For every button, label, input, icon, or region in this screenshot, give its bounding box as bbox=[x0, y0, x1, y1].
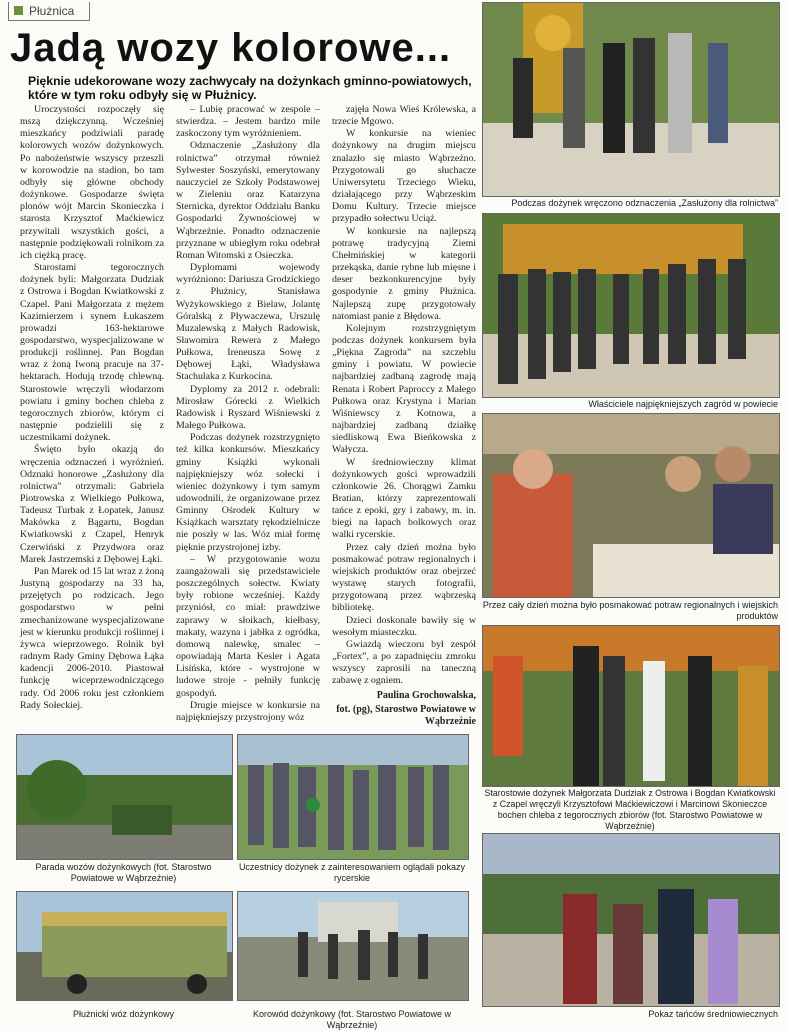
paragraph: – W przygotowanie wozu zaangażowali się przedstawiciele poszczególnych sołectw. Kwiaty były robione wcześniej. Każdy przyniósł, co miał: prawdziwe zaprawy w słoikach, kiełbasy, makaty, wazyna i jabłka z ogródka, domową nalewkę, smalec – opowiadają Marta Kesler i Agata Lisińska, które - wystrojone w ludowe stroje - pełniły funkcję gospodyń. bbox=[176, 553, 320, 699]
caption-knight-show-audience: Uczestnicy dożynek z zainteresowaniem oglądali pokazy rycerskie bbox=[238, 862, 466, 883]
author-signature: Paulina Grochowalska, bbox=[376, 689, 476, 701]
caption-homestead-owners: Właściciele najpiękniejszych zagród w powiecie bbox=[588, 399, 778, 409]
caption-regional-food: Przez cały dzień można było posmakować potraw regionalnych i wiejskich produktów bbox=[482, 600, 778, 621]
paragraph: Kolejnym rozstrzygniętym podczas dożynek konkursem była „Piękna Zagroda” na szczeblu gminy i powiatu. W powiecie najbardziej zadbaną zagrodę mają Renata i Robert Paproccy z Małego Pułkowa oraz Krystyna i Marian Wiśniewscy z Kotnowa, a najbardziej zadbaną działkę siedliskową Ewa Bieńkowska z Wałycza. bbox=[332, 322, 476, 456]
paragraph: Drugie miejsce w konkursie na najpiękniejszy przystrojony wóz bbox=[176, 699, 320, 723]
photo-harvest-bread bbox=[482, 625, 780, 787]
photo-wagon-parade bbox=[16, 734, 233, 860]
paragraph: Podczas dożynek rozstrzygnięto też kilka konkursów. Mieszkańcy gminy Książki wykonali najpiękniejszy wóz sołecki i wieniec dożynkowy i tym samym udowodnili, że organizowane przez Gminny Ośrodek Kultury w Książkach warsztaty rękodzielnicze nie poszły w las. Wóz miał formę pięknie przystrojonej izby. bbox=[176, 432, 320, 553]
caption-wagon-parade: Parada wozów dożynkowych (fot. Starostwo Powiatowe w Wąbrzeźnie) bbox=[35, 862, 212, 883]
section-tab bbox=[8, 2, 90, 21]
caption-award-ceremony: Podczas dożynek wręczono odznaczenia „Zasłużony dla rolnictwa” bbox=[511, 198, 778, 208]
headline: Jadą wozy kolorowe... bbox=[10, 26, 452, 70]
photo-credit: fot. (pg), Starostwo Powiatowe w Wąbrzeźnie bbox=[336, 703, 476, 727]
photo-harvest-procession bbox=[237, 891, 469, 1001]
photo-knight-show-audience bbox=[237, 734, 469, 860]
caption-pluznica-wagon: Płużnicki wóz dożynkowy bbox=[72, 1009, 175, 1019]
paragraph: W konkursie na najlepszą potrawę tradycyjną Ziemi Chełmińskiej w kategorii przekąska, danie rybne lub mięsne i deser bezkonkurencyjne były gospodynie z gminy Płużnica. Najlepszą zupę przygotowały natomiast panie z Błędowa. bbox=[332, 225, 476, 322]
article-column-3 bbox=[332, 104, 476, 744]
paragraph: W konkursie na wieniec dożynkowy na drugim miejscu znalazło się miasto Wąbrzeźno. Przygotowali go słuchacze Uniwersytetu Trzeciego Wieku, działającego przy Wąbrzeskim Domu Kultury. Trzecie miejsce przypadło sołectwu Uciąż. bbox=[332, 128, 476, 225]
lead-paragraph: Pięknie udekorowane wozy zachwycały na dożynkach gminno-powiatowych, które w tym roku odbyły się w Płużnicy. bbox=[28, 74, 472, 102]
paragraph: Przez cały dzień można było posmakować potraw regionalnych i wiejskich produktów oraz obejrzeć wystawę starych fotografii, przygotowaną przez wąbrzeską bibliotekę. bbox=[332, 541, 476, 614]
section-label: Płużnica bbox=[29, 4, 75, 18]
paragraph: – Lubię pracować w zespole – stwierdza. – Jestem bardzo mile zaskoczony tym wyróżnieniem. bbox=[176, 104, 320, 140]
photo-award-ceremony bbox=[482, 2, 780, 197]
caption-medieval-dance: Pokaz tańców średniowiecznych bbox=[648, 1009, 778, 1019]
paragraph: Uroczystości rozpoczęły się mszą dziękczynną. Wcześniej mieszkańcy podziwiali paradę kolorowych wozów dożynkowych. Po nabożeństwie wszyscy przeszli w korowodzie na stadion, bo tam odbyły się główne obchody dożynkowe. Gospodarze święta plonów wójt Marcin Skonieczka i starosta Krzysztof Maćkiewicz przywitali wszystkich gości, a następnie podziękowali rolnikom za ich ciężką pracę. bbox=[20, 104, 164, 261]
caption-harvest-procession: Korowód dożynkowy (fot. Starostwo Powiatowe w Wąbrzeźnie) bbox=[252, 1009, 452, 1030]
paragraph: Święto było okazją do wręczenia odznaczeń i wyróżnień. Odznaki honorowe „Zasłużony dla rolnictwa” otrzymali: Gabriela Piotrowska z Wielkiego Pułkowa, Tadeusz Turbak z Łopatek, Janusz Makówka z Bągartu, Bogdan Kwiatkowski z Czapel, Henryk Czerwiński z Przydwora oraz Marek Jastrzemski z Dębowej Łąki. bbox=[20, 444, 164, 565]
paragraph: Pan Marek od 15 lat wraz z żoną Justyną gospodarzy na 33 ha, przejętych po rodzicach. Jego gospodarstwo w pełni zmechanizowane wyspecjalizowane jest w kierunku produkcji roślinnej i żywca wieprzowego. Rolnik był radnym Rady Gminy Dębowa Łąka kadencji 2006-2010. Piastował funkcję wiceprzewodniczącego rady. Od 2006 roku jest członkiem Rady Sołeckiej. bbox=[20, 565, 164, 711]
article-column-1 bbox=[20, 104, 164, 744]
paragraph: Starostami tegorocznych dożynek byli: Małgorzata Dudziak z Ostrowa i Bogdan Kwiatkowski z Czapel. Pani Małgorzata z mężem Kazimierzem i synem Łukaszem prowadzi 163-hektarowe gospodarstwo, wyspecjalizowane w produkcji roślinnej. Pan Bogdan wraz z żoną Iwoną pracuje na 37-hektarach. Hodują trzodę chlewną. Starostowie wręczyli włodarzom powiatu i gminy bochen chleba z tegorocznych zbiorów, którym ci następnie podzielili się z uczestnikami dożynek. bbox=[20, 262, 164, 444]
paragraph: Gwiazdą wieczoru był zespół „Fortex”, a po zapadnięciu zmroku wszyscy zaprosili na taneczną zabawę z ogniem. bbox=[332, 638, 476, 687]
photo-homestead-owners bbox=[482, 213, 780, 398]
paragraph: Dyplomy za 2012 r. odebrali: Mirosław Górecki z Wielkich Radowisk i Ryszard Wiśniewski z Małego Pułkowa. bbox=[176, 383, 320, 432]
caption-harvest-bread: Starostowie dożynek Małgorzata Dudziak z Ostrowa i Bogdan Kwiatkowski z Czapel wręczyli Krzysztofowi Maćkiewiczowi i Marcinowi Skonieczce bochen chleba z tegorocznych zbiorów (fot. Starostwo Powiatowe w Wąbrzeźnie) bbox=[484, 788, 776, 831]
paragraph: zajęła Nowa Wieś Królewska, a trzecie Mgowo. bbox=[332, 104, 476, 128]
paragraph: Dyplomami wojewody wyróżniono: Dariusza Grodzickiego z Płużnicy, Stanisława Wyżykowskiego z Bielaw, Jolantę Góralską z Pływaczewa, Urszulę Muzalewską z Małych Radowisk, Sławomira Rewera z Małego Pułkowa, Ireneusza Sowę z Dębowej Łąki, Władysława Stachulaka z Kurkocina. bbox=[176, 262, 320, 383]
article-column-2 bbox=[176, 104, 320, 744]
photo-pluznica-wagon bbox=[16, 891, 233, 1001]
paragraph: W średniowieczny klimat dożynkowych gości wprowadzili członkowie 26. Chorągwi Zamku Bratian, którzy zaprezentowali tańce z epoki, gry i zabawy, m. in. biegi na łapach bolkowych oraz walki rycerskie. bbox=[332, 456, 476, 541]
paragraph: Dzieci doskonale bawiły się w wesołym miasteczku. bbox=[332, 614, 476, 638]
photo-regional-food bbox=[482, 413, 780, 598]
paragraph: Odznaczenie „Zasłużony dla rolnictwa” otrzymał również Sylwester Soszyński, emerytowany nauczyciel ze Szkoły Podstawowej w Zieleniu oraz Katarzyna Sternicka, dyrektor Oddziału Banku Gospodarki Żywnościowej w Wąbrzeźnie. Ponadto odznaczenie przyznane w ubiegłym roku odebrał Roman Witomski z Osieczka. bbox=[176, 140, 320, 261]
photo-medieval-dance bbox=[482, 833, 780, 1007]
section-marker-icon bbox=[14, 6, 23, 15]
